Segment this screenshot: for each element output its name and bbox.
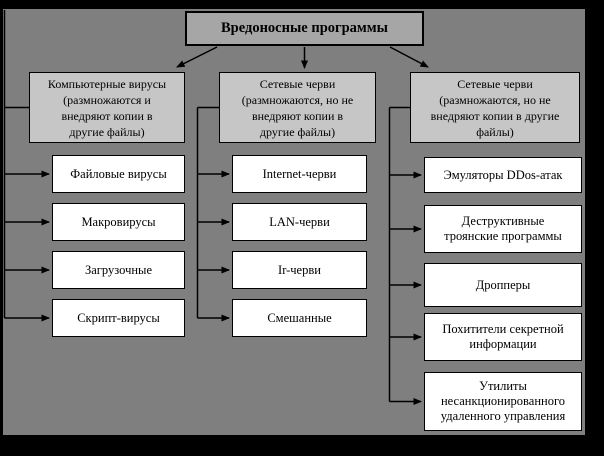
leaf-remote-admin-utilities [424,372,582,431]
leaf-label: Скрипт-вирусы [77,310,160,325]
leaf-label: Ir-черви [278,262,321,277]
branch-box-network-worms-1 [219,72,376,143]
leaf-label: Файловые вирусы [70,166,167,181]
branch-line: (размножаются, но не [439,92,551,107]
branch-line: (размножаются и [63,92,151,107]
diagram-canvas [3,9,585,435]
leaf-label: Загрузочные [85,262,152,277]
branch-line: внедряют копии в [61,108,153,123]
leaf-ddos-emulators [424,157,582,193]
leaf-label: Internet-черви [262,166,337,181]
leaf-label: удаленного управления [440,409,566,423]
leaf-label: Дропперы [475,277,531,292]
leaf-label: Эмуляторы DDos-атак [443,167,563,182]
branch-box-computer-viruses [29,72,185,143]
leaf-label: информации [469,337,537,351]
branch-line: внедряют копии в другие [430,108,560,123]
branch-line: внедряют копии в [251,108,344,123]
leaf-droppers [424,263,582,307]
leaf-label: Смешанные [267,310,332,325]
leaf-mixed-worms [232,299,367,337]
branch-box-network-worms-2 [410,72,580,143]
branch-line: файлы) [476,124,514,139]
leaf-file-viruses [52,155,185,193]
leaf-label: Утилиты [479,379,527,393]
root-label: Вредоносные программы [221,20,388,36]
leaf-label: Макровирусы [81,214,156,229]
leaf-label: LAN-черви [269,214,330,229]
leaf-label: троянские программы [444,229,562,243]
leaf-destructive-trojans [424,205,582,253]
branch-line: другие файлы) [259,124,336,139]
branch-line: Сетевые черви [457,76,533,91]
leaf-secret-info-stealers [424,313,582,361]
root-box-malware [185,11,424,46]
leaf-script-viruses [52,299,185,337]
leaf-boot-viruses [52,251,185,289]
leaf-macro-viruses [52,203,185,241]
leaf-label: Похитители секретной [442,322,564,336]
branch-line: другие файлы) [69,124,145,139]
leaf-internet-worms [232,155,367,193]
leaf-lan-worms [232,203,367,241]
leaf-label: несанкционированного [440,394,566,408]
branch-line: Компьютерные вирусы [47,76,167,91]
branch-line: Сетевые черви [259,76,336,91]
leaf-label: Деструктивные [461,214,545,228]
branch-line: (размножаются, но не [241,92,354,107]
leaf-ir-worms [232,251,367,289]
